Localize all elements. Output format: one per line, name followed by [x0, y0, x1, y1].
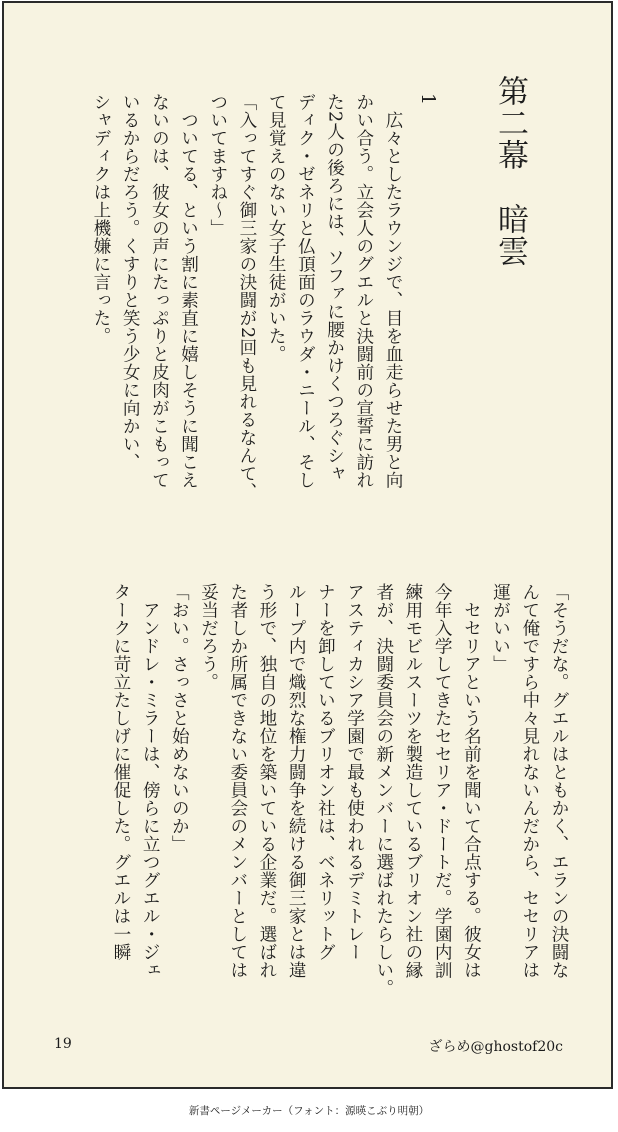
book-page — [2, 1, 613, 1089]
page-number: 19 — [54, 1036, 72, 1052]
generator-credit: 新書ページメーカー（フォント：源暎こぶり明朝） — [188, 1105, 430, 1117]
body-text-lower: 「そうだな。グエルはともかく、エランの決闘な んて俺ですら中々見れないんだから、セセリアは 運がいい」 セセリアという名前を聞いて合点する。彼女は 今年入学してきたセセリア・ドートだ。学園内訓 練用モビルスーツを製造しているブリオン社の縁 者が、決闘委員会の新メンバーに選ばれたらしい。 アスティカシア学園で最も使われるデミトレー ナーを卸しているブリオン社は、ベネリットグ ループ内で熾烈な権力闘争を続ける御三家とは違 う形で、独自の地位を築いている企業だ。選ばれ た者しか所属できない委員会のメンバーとしては 妥当だろう。 「おい。さっさと始めないのか」 アンドレ・ミラーは、傍らに立つグエル・ジェ タークに苛立たしげに催促した。グエルは一瞬 — [110, 583, 569, 997]
author-credit: ざらめ@ghostof20c — [428, 1039, 563, 1055]
section-number: 1 — [417, 93, 439, 106]
body-text-upper: 広々としたラウンジで、目を血走らせた男と向 かい合う。立会人のグエルと決闘前の宣誓に訪れ た2人の後ろには、ソファに腰かけくつろぐシャ ディク・ゼネリと仏頂面のラウダ・ニール、そし て見覚えのない女子生徒がいた。 「入ってすぐ御三家の決闘が2回も見れるなんて、 ついてますね～」 ついてる、という割に素直に嬉しそうに聞こえ ないのは、彼女の声にたっぷりと皮肉がこもって いるからだろう。くすりと笑う少女に向かい、 シャディクは上機嫌に言った。 — [90, 93, 403, 501]
chapter-title: 第二幕 暗雲 — [492, 75, 528, 267]
